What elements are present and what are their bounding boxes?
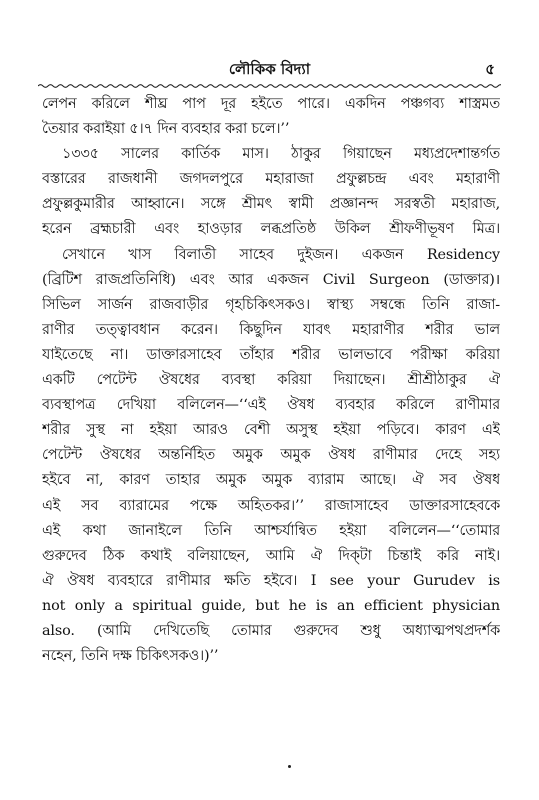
text-line: হইবে না, কারণ তাহার অমুক অমুক ব্যারাম আছে। ঐ সব ঔষধ — [42, 472, 500, 489]
text-line: প্রফুল্লকুমারীর আহ্বানে। সঙ্গে শ্রীমৎ স্বামী প্রজ্ঞানন্দ সরস্বতী মহারাজ, — [42, 196, 500, 213]
chapter-title: লৌকিক বিদ্যা — [228, 60, 311, 78]
wavy-divider-line — [38, 82, 501, 90]
text-line: হরেন ব্রহ্মচারী এবং হাওড়ার লব্ধপ্রতিষ্ঠ উকিল শ্রীফণীভূষণ মিত্র। — [42, 221, 500, 238]
body-text — [42, 92, 500, 669]
text-line: also. (আমি দেখিতেছি তোমার গুরুদেব শুধু অধ্যাত্মপথপ্রদর্শক — [42, 622, 500, 639]
text-line: পেটেন্ট ঔষধের অন্তর্নিহিত অমুক অমুক ঔষধ রাণীমার দেহে সহ্য — [42, 447, 500, 464]
text-line: নহেন, তিনি দক্ষ চিকিৎসকও।)’’ — [42, 648, 219, 665]
text-line: শরীর সুস্থ না হইয়া আরও বেশী অসুস্থ হইয়া পড়িবে। কারণ এই — [42, 422, 500, 439]
text-line: গুরুদেব ঠিক কথাই বলিয়াছেন, আমি ঐ দিক্‌টা চিন্তাই করি নাই। — [42, 547, 500, 564]
footer-mark — [288, 765, 291, 768]
text-line: যাইতেছে না। ডাক্তারসাহেব তাঁহার শরীর ভালভাবে পরীক্ষা করিয়া — [42, 346, 500, 363]
text-line: তৈয়ার করাইয়া ৫।৭ দিন ব্যবহার করা চলে।’’ — [42, 121, 290, 138]
text-line: সিভিল সার্জন রাজবাড়ীর গৃহচিকিৎসকও। স্বাস্থ্য সম্বন্ধে তিনি রাজা- — [42, 296, 500, 313]
text-line: (ব্রিটিশ রাজপ্রতিনিধি) এবং আর একজন Civil Surgeon (ডাক্তার)। — [42, 271, 500, 288]
text-line: এই সব ব্যারামের পক্ষে অহিতকর।’’ রাজাসাহেব ডাক্তারসাহেবকে — [42, 497, 500, 514]
text-line: ১৩৩৫ সালের কার্তিক মাস। ঠাকুর গিয়াছেন মধ্যপ্রদেশান্তর্গত — [62, 146, 500, 163]
text-line: ব্যবস্থাপত্র দেখিয়া বলিলেন—‘‘এই ঔষধ ব্যবহার করিলে রাণীমার — [42, 397, 500, 414]
text-line: ঐ ঔষধ ব্যবহারে রাণীমার ক্ষতি হইবে। I see your Gurudev is — [42, 572, 500, 589]
text-line: বস্তারের রাজধানী জগদলপুরে মহারাজা প্রফুল্লচন্দ্র এবং মহারাণী — [42, 171, 500, 188]
text-line: not only a spiritual guide, but he is an efficient physician — [42, 597, 500, 614]
text-line: এই কথা জানাইলে তিনি আশ্চর্যান্বিত হইয়া বলিলেন—‘‘তোমার — [42, 522, 500, 539]
text-line: একটি পেটেন্ট ঔষধের ব্যবস্থা করিয়া দিয়াছেন। শ্রীশ্রীঠাকুর ঐ — [42, 372, 500, 389]
running-header — [38, 58, 501, 82]
page-number: ৫ — [485, 60, 495, 78]
text-line: সেখানে খাস বিলাতী সাহেব দুইজন। একজন Residency — [62, 246, 500, 263]
text-line: রাণীর তত্ত্বাবধান করেন। কিছুদিন যাবৎ মহারাণীর শরীর ভাল — [42, 321, 500, 338]
text-line: লেপন করিলে শীঘ্র পাপ দূর হইতে পারে। একদিন পঞ্চগব্য শাস্ত্রমত — [42, 96, 500, 112]
wavy-divider — [38, 82, 501, 90]
